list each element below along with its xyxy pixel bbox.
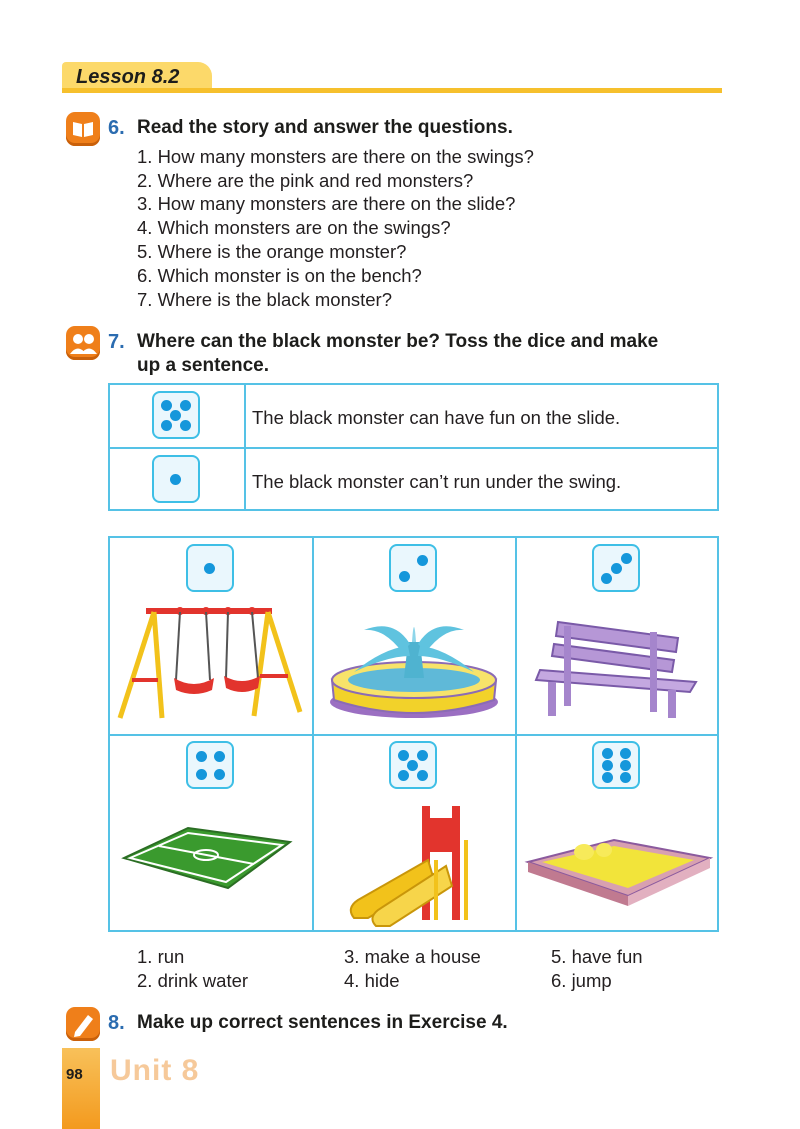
action-option-3: 3. make a house bbox=[344, 946, 481, 967]
action-option-1: 1. run bbox=[137, 946, 185, 967]
exercise-7-title-line2: up a sentence. bbox=[137, 355, 269, 376]
question-5: 5. Where is the orange monster? bbox=[137, 241, 407, 262]
pair-work-icon bbox=[66, 326, 100, 360]
page-footer-bar bbox=[62, 1048, 100, 1129]
exercise-8-number: 8. bbox=[108, 1012, 125, 1034]
lesson-title: Lesson 8.2 bbox=[76, 66, 180, 88]
dice-example-table bbox=[108, 383, 719, 511]
exercise-6-title: Read the story and answer the questions. bbox=[137, 117, 513, 138]
swing-set-picture bbox=[116, 600, 306, 722]
dice-two-icon bbox=[389, 544, 437, 592]
dice-three-icon bbox=[592, 544, 640, 592]
pencil-icon bbox=[66, 1007, 100, 1041]
action-option-5: 5. have fun bbox=[551, 946, 643, 967]
question-7: 7. Where is the black monster? bbox=[137, 289, 392, 310]
places-grid bbox=[108, 536, 719, 932]
sandpit-picture bbox=[524, 822, 714, 912]
dice-one-icon bbox=[152, 455, 200, 503]
dice-four-icon bbox=[186, 741, 234, 789]
bench-picture bbox=[530, 608, 710, 720]
example-sentence-1: The black monster can have fun on the slide. bbox=[252, 407, 621, 428]
dice-one-icon bbox=[186, 544, 234, 592]
exercise-7-number: 7. bbox=[108, 331, 125, 353]
action-option-2: 2. drink water bbox=[137, 970, 249, 991]
dice-five-icon bbox=[389, 741, 437, 789]
question-4: 4. Which monsters are on the swings? bbox=[137, 217, 451, 238]
exercise-6-number: 6. bbox=[108, 117, 125, 139]
example-sentence-2: The black monster can’t run under the swing. bbox=[252, 471, 622, 492]
dice-five-icon bbox=[152, 391, 200, 439]
dice-six-icon bbox=[592, 741, 640, 789]
action-option-6: 6. jump bbox=[551, 970, 612, 991]
fountain-picture bbox=[324, 608, 504, 720]
question-2: 2. Where are the pink and red monsters? bbox=[137, 170, 474, 191]
question-6: 6. Which monster is on the bench? bbox=[137, 265, 422, 286]
unit-title: Unit 8 bbox=[110, 1054, 200, 1087]
football-field-picture bbox=[118, 824, 298, 894]
question-3: 3. How many monsters are there on the slide? bbox=[137, 193, 516, 214]
page-number: 98 bbox=[66, 1066, 83, 1083]
exercise-8-title: Make up correct sentences in Exercise 4. bbox=[137, 1012, 508, 1033]
slide-picture bbox=[338, 800, 488, 930]
exercise-7-title-line1: Where can the black monster be? Toss the dice and make bbox=[137, 331, 659, 352]
book-icon bbox=[66, 112, 100, 146]
question-1: 1. How many monsters are there on the swings? bbox=[137, 146, 534, 167]
action-option-4: 4. hide bbox=[344, 970, 400, 991]
